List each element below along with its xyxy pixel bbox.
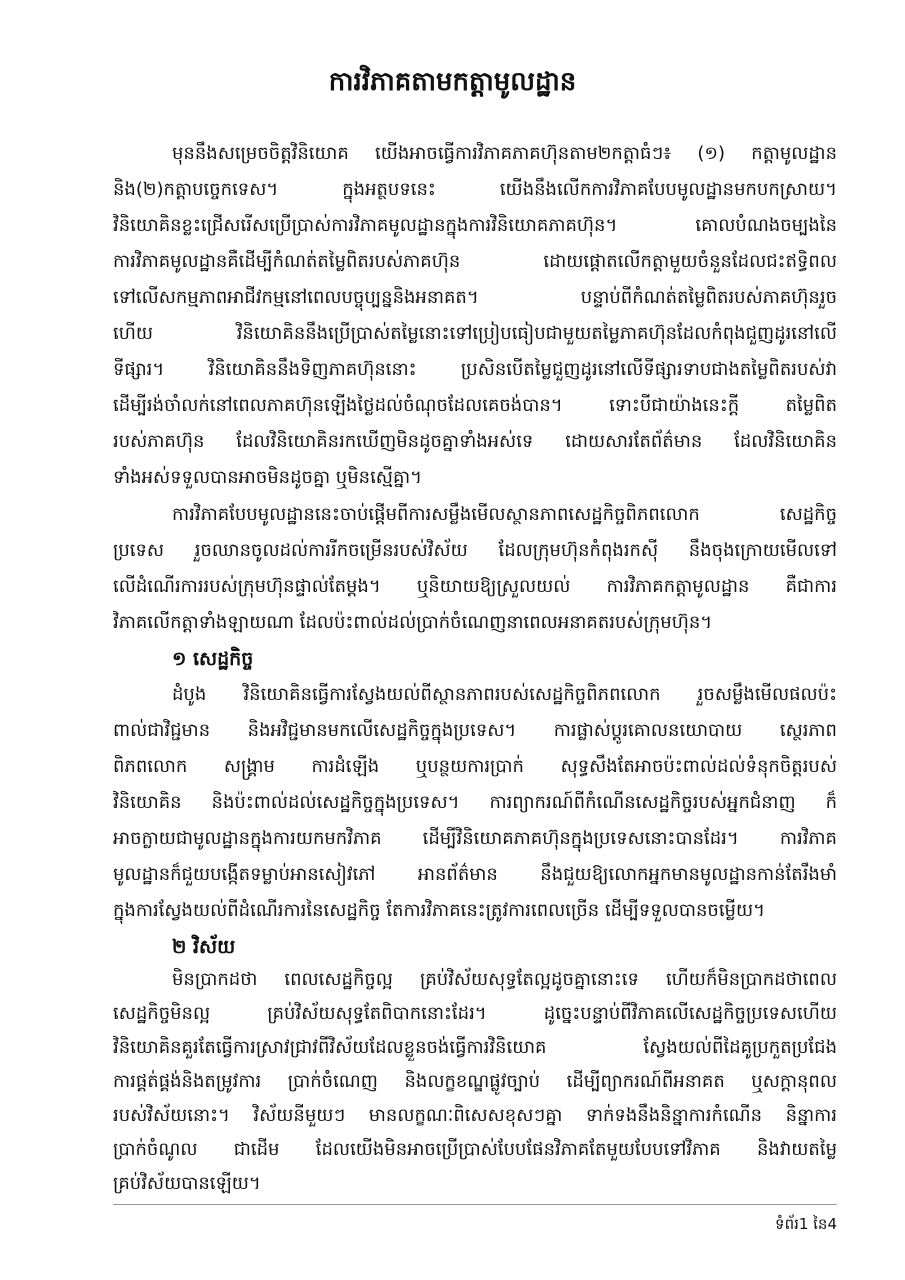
paragraph-line: ដំបូង វិនិយោគិនធ្វើការស្វែងយល់ពីស្ថានភាពរបស់សេដ្ឋកិច្ចពិភពលោក រួចសម្លឹងមើលផលប៉ះ (172, 684, 837, 705)
paragraph-line: ការវិភាគបែបមូលដ្ឋាននេះចាប់ផ្តើមពីការសម្លឹងមើលស្ថានភាពសេដ្ឋកិច្ចពិភពលោក សេដ្ឋកិច្ច (172, 504, 837, 525)
paragraph-line: លើដំណើរការរបស់ក្រុមហ៊ុនផ្ទាល់តែម្តង។ ឬនិយាយឱ្យស្រួលយល់ ការវិភាគកត្តាមូលដ្ឋាន គឺជាការ (113, 576, 837, 597)
paragraph-line: វិនិយោគិន និងប៉ះពាល់ដល់សេដ្ឋកិច្ចក្នុងប្រទេស។ ការព្យាករណ៍ពីកំណើនសេដ្ឋកិច្ចរបស់អ្នកជំនាញ ក៏ (113, 792, 837, 813)
footer-divider (113, 1204, 837, 1205)
document-title: ការវិភាគតាមកត្តាមូលដ្ឋាន (328, 67, 577, 97)
paragraph-line: មុននឹងសម្រេចចិត្តវិនិយោគ យើងអាចធ្វើការវិភាគភាគហ៊ុនតាម២កត្តាធំៗ៖ (១) កត្តាមូលដ្ឋាន (172, 143, 837, 164)
paragraph-line: ហើយ វិនិយោគិននឹងប្រើប្រាស់តម្លៃនោះទៅប្រៀបធៀបជាមួយតម្លៃភាគហ៊ុនដែលកំពុងជួញដូរនៅលើ (113, 323, 837, 344)
paragraph-line: របស់វិស័យនោះ។ វិស័យនីមួយៗ មានលក្ខណៈពិសេសខុសៗគ្នា ទាក់ទងនឹងនិន្នាការកំណើន និន្នាការ (113, 1105, 837, 1126)
paragraph-line: មិនប្រាកដថា ពេលសេដ្ឋកិច្ចល្អ គ្រប់វិស័យសុទ្ធតែល្អដូចគ្នានោះទេ ហើយក៏មិនប្រាកដថាពេល (172, 969, 837, 990)
paragraph-line: អាចក្លាយជាមូលដ្ឋានក្នុងការយកមកវិភាគ ដើម្បីវិនិយោគភាគហ៊ុនក្នុងប្រទេសនោះបានដែរ។ ការវិភាគ (113, 828, 837, 849)
paragraph-line: ប្រទេស រួចឈានចូលដល់ការរីកចម្រើនរបស់វិស័យ ដែលក្រុមហ៊ុនកំពុងរកស៊ី នឹងចុងក្រោយមើលទៅ (113, 540, 837, 561)
paragraph-line: របស់ភាគហ៊ុន ដែលវិនិយោគិនរកឃើញមិនដូចគ្នាទាំងអស់ទេ ដោយសារតែព័ត៌មាន ដែលវិនិយោគិន (113, 431, 837, 452)
section-heading-sector: ២ វិស័យ (172, 936, 236, 958)
paragraph-line: សេដ្ឋកិច្ចមិនល្អ គ្រប់វិស័យសុទ្ធតែពិបាកនោះដែរ។ ដូច្នេះបន្ទាប់ពីវិភាគលើសេដ្ឋកិច្ចប្រទេសហើយ (113, 1003, 837, 1024)
paragraph-line: ទៅលើសកម្មភាពអាជីវកម្មនៅពេលបច្ចុប្បន្ននិងអនាគត។ បន្ទាប់ពីកំណត់តម្លៃពិតរបស់ភាគហ៊ុនរួច (113, 287, 837, 308)
paragraph-line: ដើម្បីរង់ចាំលក់នៅពេលភាគហ៊ុនឡើងថ្លៃដល់ចំណុចដែលគេចង់បាន។ ទោះបីជាយ៉ាងនេះក្តី តម្លៃពិត (113, 395, 837, 416)
paragraph-line: វិនិយោគិនខ្លះជ្រើសរើសប្រើប្រាស់ការវិភាគមូលដ្ឋានក្នុងការវិនិយោគភាគហ៊ុន។ គោលបំណងចម្បងនៃ (113, 215, 837, 236)
section-heading-economy: ១ សេដ្ឋកិច្ច (172, 648, 254, 670)
paragraph-line: ប្រាក់ចំណូល ជាដើម ដែលយើងមិនអាចប្រើប្រាស់បែបផែនវិភាគតែមួយបែបទៅវិភាគ និងវាយតម្លៃ (113, 1139, 837, 1160)
page-number: ទំព័រ1 នៃ4 (775, 1215, 837, 1233)
paragraph-line: គ្រប់វិស័យបានឡើយ។ (113, 1173, 261, 1194)
paragraph-line: វិនិយោគិនគួរតែធ្វើការស្រាវជ្រាវពីវិស័យដែលខ្លួនចង់ធ្វើការវិនិយោគ ស្វែងយល់ពីដៃគូប្រកួតប្រជែង (113, 1037, 837, 1058)
paragraph-line: និង(២)កត្តាបច្ចេកទេស។ ក្នុងអត្ថបទនេះ យើងនឹងលើកការវិភាគបែបមូលដ្ឋានមកបកស្រាយ។ (113, 179, 837, 200)
paragraph-line: មូលដ្ឋានក៏ជួយបង្កើតទម្លាប់អានសៀវភៅ អានព័ត៌មាន នឹងជួយឱ្យលោកអ្នកមានមូលដ្ឋានកាន់តែរឹងមាំ (113, 864, 837, 885)
paragraph-line: ទីផ្សារ។ វិនិយោគិននឹងទិញភាគហ៊ុននោះ ប្រសិនបើតម្លៃជួញដូរនៅលើទីផ្សារទាបជាងតម្លៃពិតរបស់វា (113, 359, 837, 380)
paragraph-line: ការផ្គត់ផ្គង់និងតម្រូវការ ប្រាក់ចំណេញ និងលក្ខខណ្ឌផ្លូវច្បាប់ ដើម្បីព្យាករណ៍ពីអនាគត ឬសក្តានុពល (113, 1071, 837, 1092)
paragraph-line: ទាំងអស់ទទួលបានអាចមិនដូចគ្នា ឬមិនស្មើគ្នា។ (113, 467, 422, 488)
paragraph-line: ពាល់ជាវិជ្ជមាន និងអវិជ្ជមានមកលើសេដ្ឋកិច្ចក្នុងប្រទេស។ ការផ្លាស់ប្តូរគោលនយោបាយ ស្ថេរភាព (113, 720, 837, 741)
paragraph-line: ពិភពលោក សង្គ្រាម ការដំឡើង ឬបន្ថយការប្រាក់ សុទ្ធសឹងតែអាចប៉ះពាល់ដល់ទំនុកចិត្តរបស់ (113, 756, 837, 777)
paragraph-line: វិភាគលើកត្តាទាំងឡាយណា ដែលប៉ះពាល់ដល់ប្រាក់ចំណេញនាពេលអនាគតរបស់ក្រុមហ៊ុន។ (113, 612, 713, 633)
paragraph-line: ក្នុងការស្វែងយល់ពីដំណើរការនៃសេដ្ឋកិច្ច តែការវិភាគនេះត្រូវការពេលច្រើន ដើម្បីទទួលបានចម្លើយ។ (113, 900, 765, 921)
paragraph-line: ការវិភាគមូលដ្ឋានគឺដើម្បីកំណត់តម្លៃពិតរបស់ភាគហ៊ុន ដោយផ្តោតលើកត្តាមួយចំនួនដែលជះឥទ្ធិពល (113, 251, 837, 272)
